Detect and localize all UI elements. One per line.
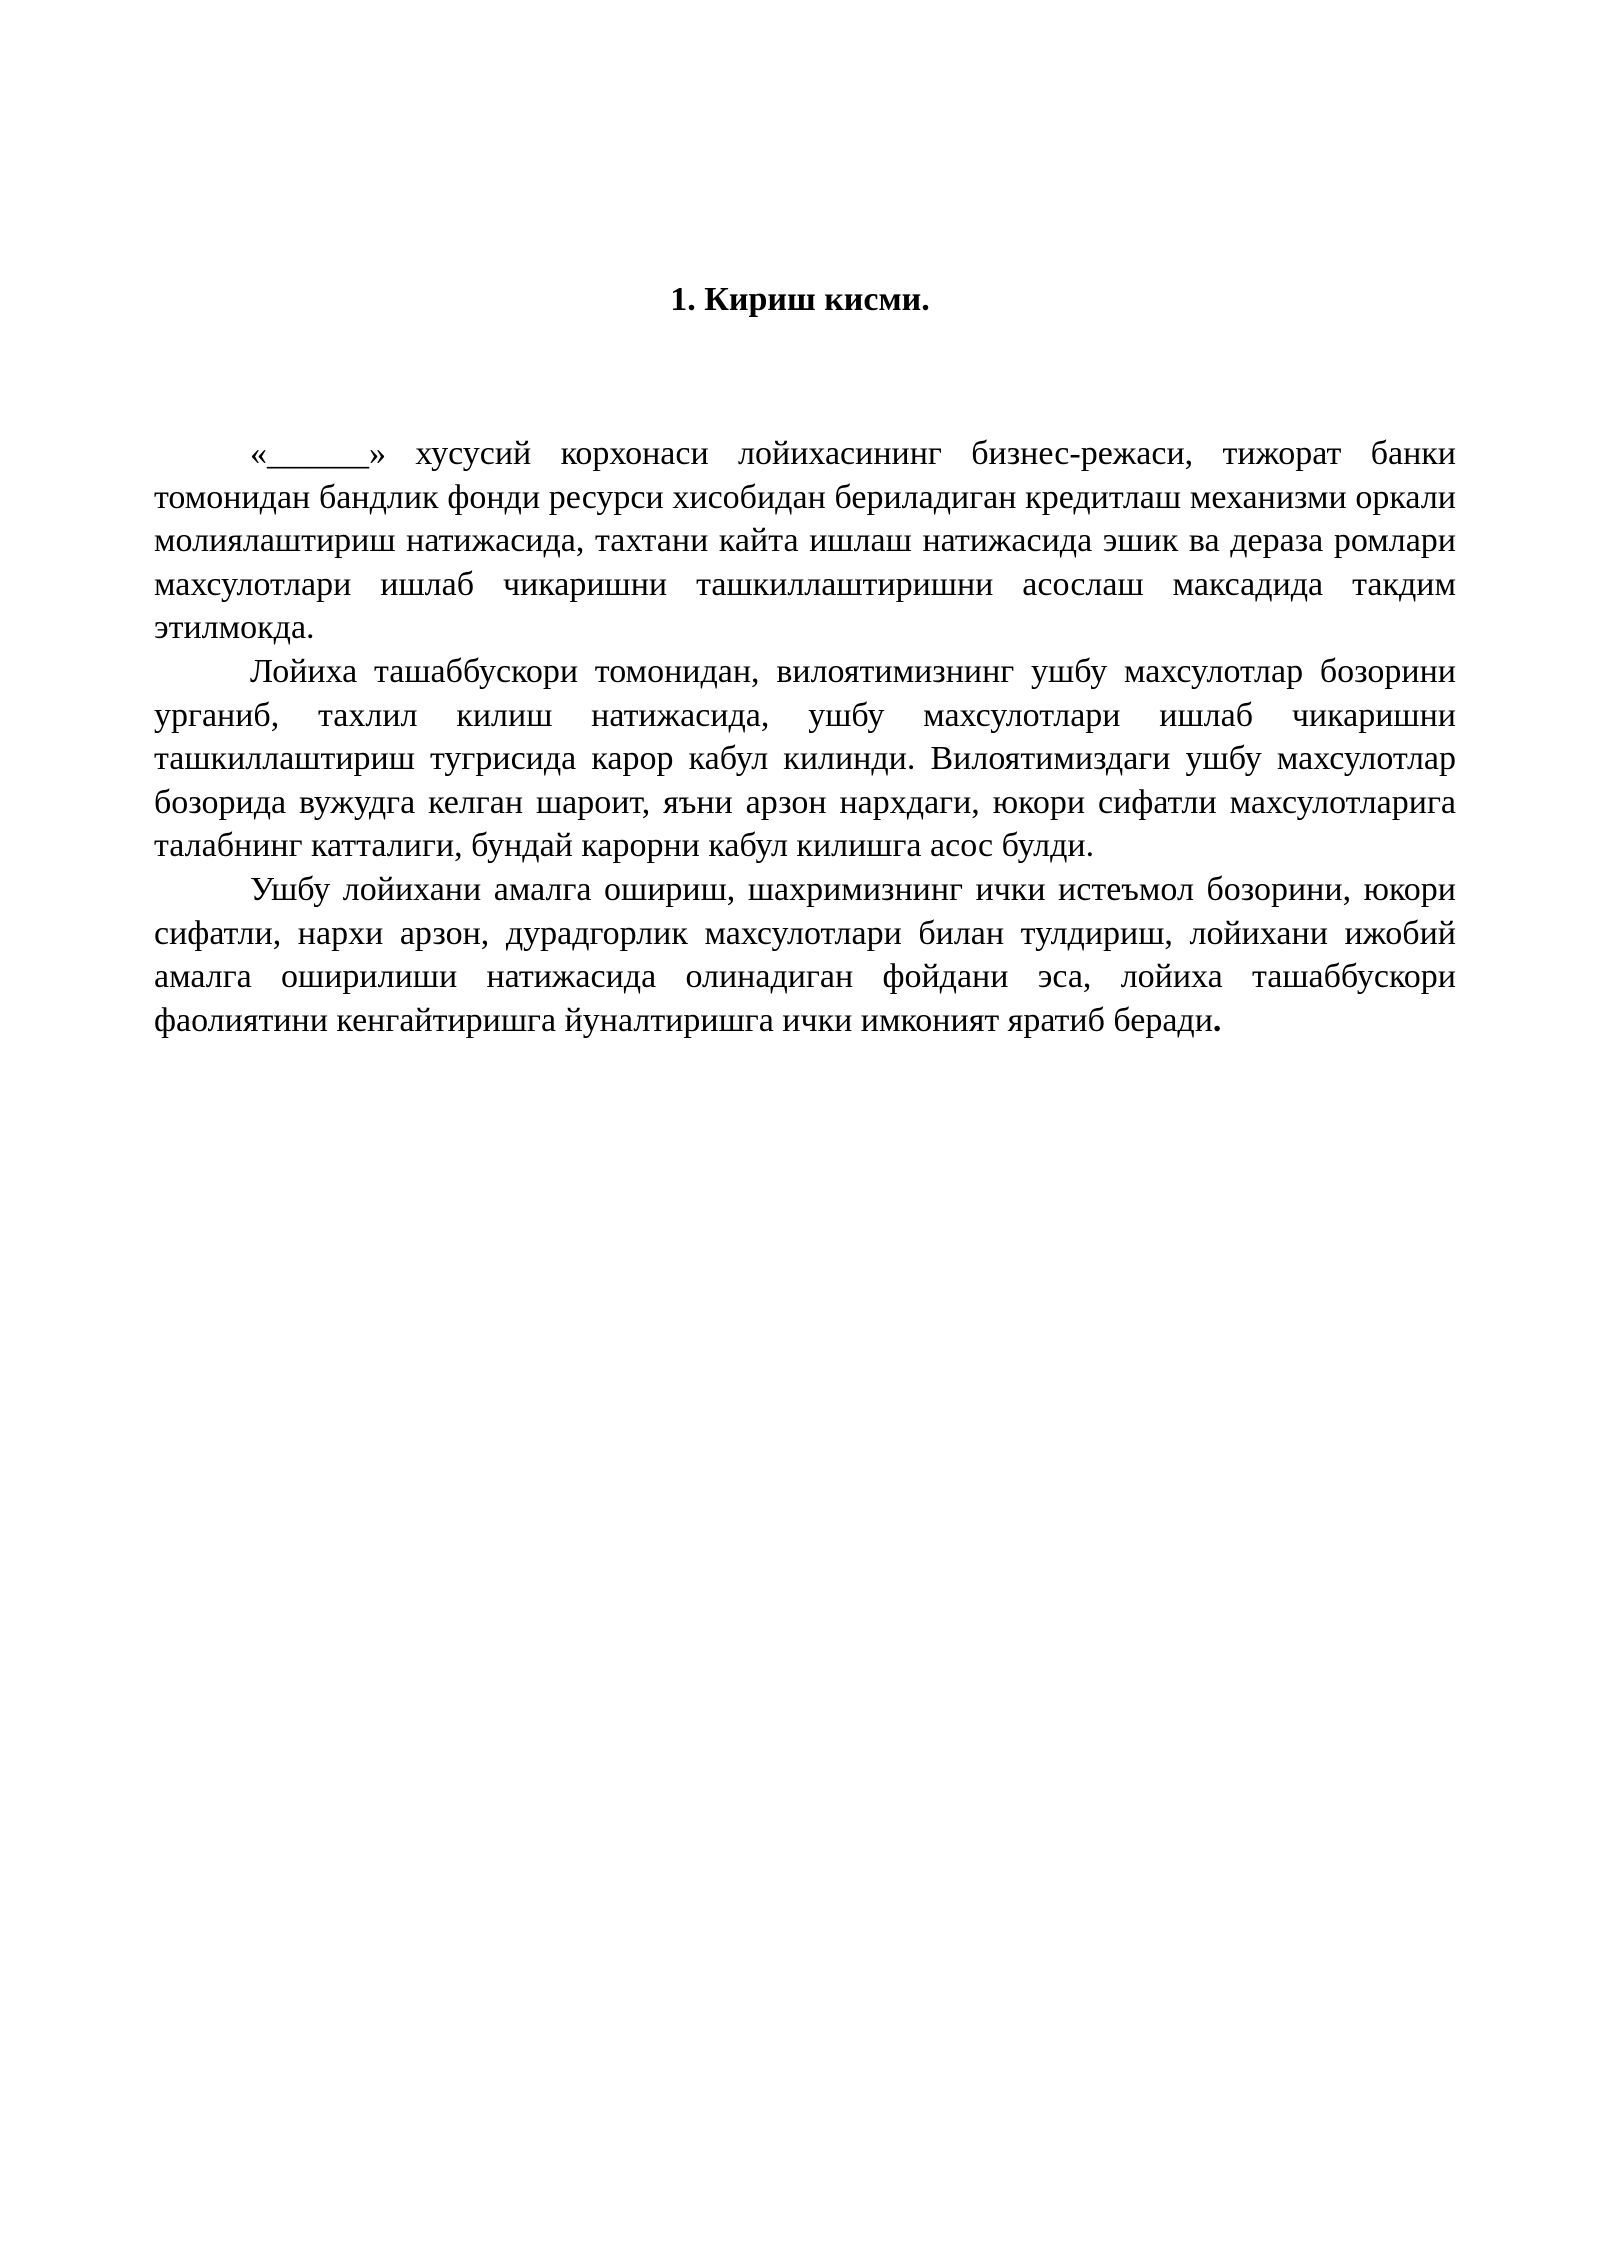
- paragraph-outcome-period: .: [1212, 1001, 1222, 1039]
- paragraph-outcome-text: Ушбу лойихани амалга ошириш, шахримизнинг ички истеъмол бозорини, юкори сифатли, нархи арзон, дурадгорлик махсулотлари билан тулдириш, лойихани ижобий амалга оширилиши натижасида олинадиган фойдани эса, лойиха ташаббускори фаолиятини кенгайтиришга йуналтиришга ички имконият яратиб беради: [154, 870, 1456, 1039]
- paragraph-intro: «______» хусусий корхонаси лойихасининг бизнес-режаси, тижорат банки томонидан бандлик фонди ресурси хисобидан бериладиган кредитлаш механизми оркали молиялаштириш натижасида, тахтани кайта ишлаш натижасида эшик ва дераза ромлари махсулотлари ишлаб чикаришни ташкиллаштиришни асослаш максадида такдим этилмокда.: [154, 435, 1456, 647]
- paragraph-decision: Лойиха ташаббускори томонидан, вилоятимизнинг ушбу махсулотлар бозорини урганиб, тахлил килиш натижасида, ушбу махсулотлари ишлаб чикаришни ташкиллаштириш тугрисида карор кабул килинди. Вилоятимиздаги ушбу махсулотлар бозорида вужудга келган шароит, яъни арзон нархдаги, юкори сифатли махсулотларига талабнинг катталиги, бундай карорни кабул килишга асос булди.: [154, 652, 1456, 865]
- paragraph-outcome: [154, 868, 1456, 1042]
- body-text: [154, 432, 1456, 1042]
- section-title: 1. Кириш кисми.: [670, 281, 930, 318]
